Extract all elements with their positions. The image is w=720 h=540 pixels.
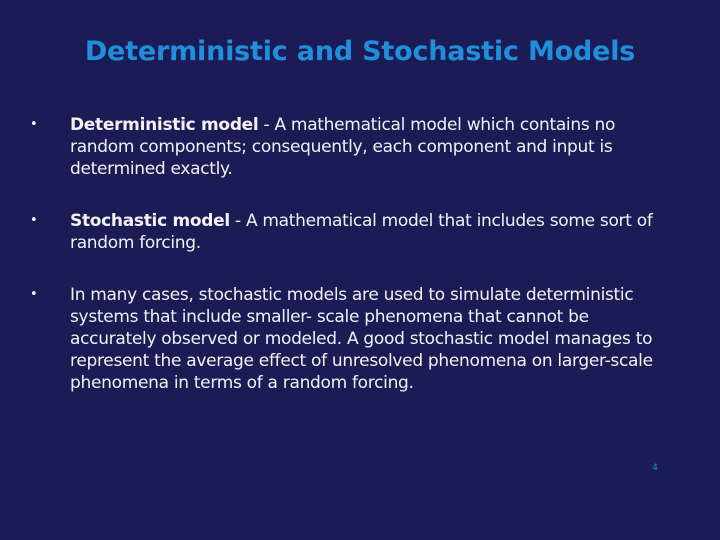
bullet-text: A mathematical model which contains no random components; consequently, each component and input is determined exactly. (70, 115, 616, 179)
bullet-term: Deterministic model (70, 115, 259, 135)
bullet-stochastic-use-cases (30, 284, 670, 394)
page-number: 4 (652, 463, 658, 473)
bullet-list (30, 114, 670, 394)
bullet-icon: • (30, 287, 38, 302)
bullet-stochastic-model (30, 210, 670, 254)
bullet-text: A mathematical model that includes some sort of random forcing. (70, 211, 653, 253)
bullet-icon: • (30, 213, 38, 228)
bullet-text: In many cases, stochastic models are used to simulate deterministic systems that include smaller- scale phenomena that cannot be accurately observed or modeled. A good stochastic model manages to represent the average effect of unresolved phenomena on larger-scale phenomena in terms of a random forcing. (70, 285, 653, 393)
bullet-icon: • (30, 117, 38, 132)
bullet-deterministic-model (30, 114, 670, 180)
bullet-separator: - (258, 115, 275, 135)
bullet-separator: - (229, 211, 246, 231)
slide-title: Deterministic and Stochastic Models (84, 36, 636, 67)
bullet-term: Stochastic model (70, 211, 230, 231)
